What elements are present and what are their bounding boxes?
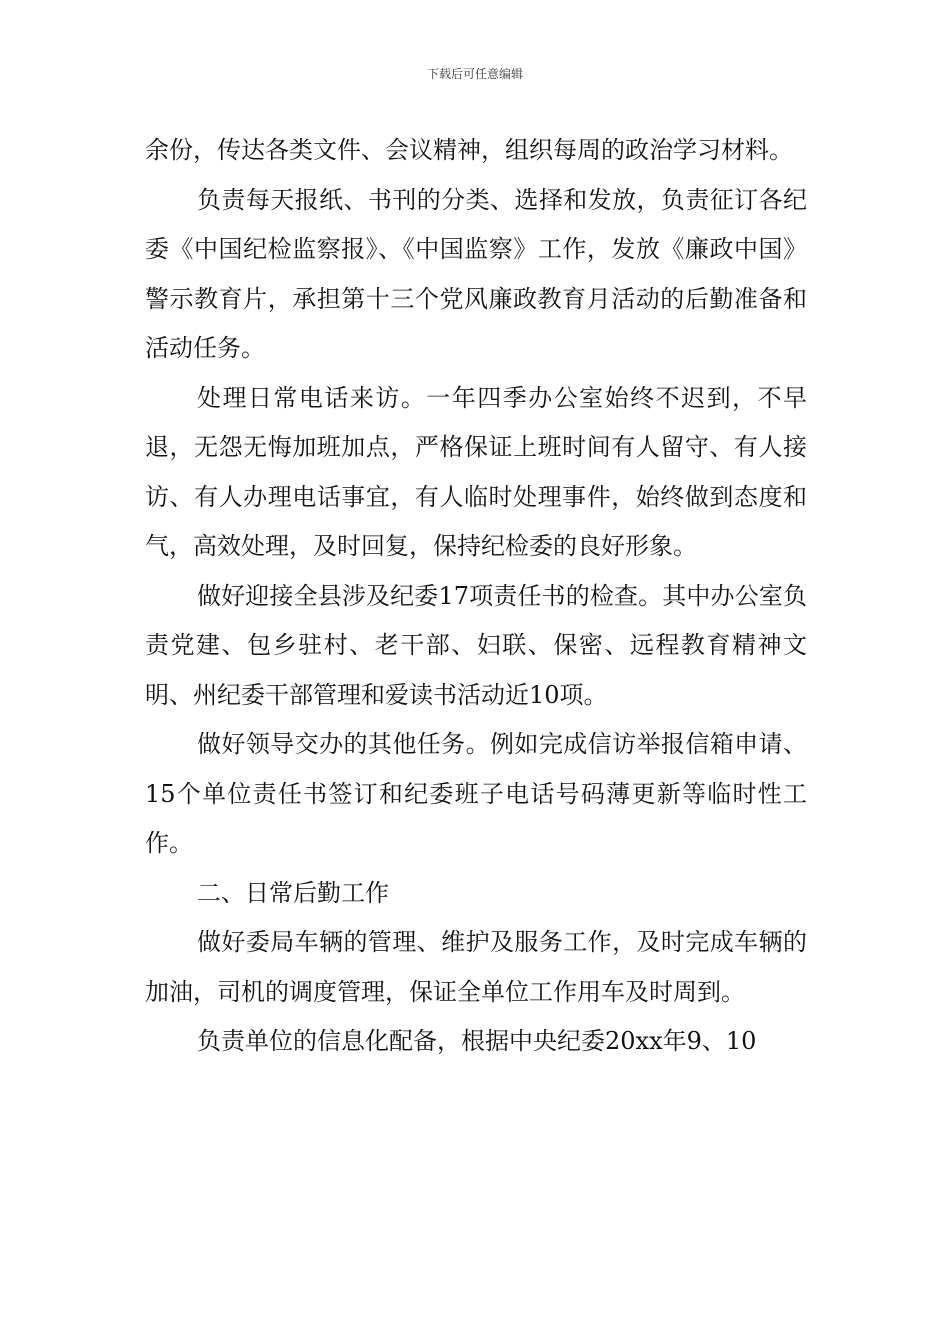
paragraph-continuation: 余份，传达各类文件、会议精神，组织每周的政治学习材料。 bbox=[145, 136, 793, 164]
document-body bbox=[145, 126, 807, 1067]
paragraph-newspaper-distribution: 负责每天报纸、书刊的分类、选择和发放，负责征订各纪委《中国纪检监察报》、《中国监察》工作，发放《廉政中国》警示教育片，承担第十三个党风廉政教育月活动的后勤准备和活动任务。 bbox=[145, 185, 807, 362]
paragraph-phone-visits: 处理日常电话来访。一年四季办公室始终不迟到，不早退，无怨无悔加班加点，严格保证上班时间有人留守、有人接访、有人办理电话事宜，有人临时处理事件，始终做到态度和气，高效处理，及时回复，保持纪检委的良好形象。 bbox=[145, 383, 807, 560]
paragraph-informatization: 负责单位的信息化配备，根据中央纪委20xx年9、10 bbox=[197, 1027, 757, 1055]
paragraph-vehicle-management: 做好委局车辆的管理、维护及服务工作，及时完成车辆的加油，司机的调度管理，保证全单位工作用车及时周到。 bbox=[145, 928, 807, 1006]
page-header-note: 下载后可任意编辑 bbox=[426, 67, 523, 81]
paragraph-responsibility-inspection: 做好迎接全县涉及纪委17项责任书的检查。其中办公室负责党建、包乡驻村、老干部、妇联、保密、远程教育精神文明、州纪委干部管理和爱读书活动近10项。 bbox=[145, 581, 807, 709]
paragraph-other-tasks: 做好领导交办的其他任务。例如完成信访举报信箱申请、15个单位责任书签订和纪委班子电话号码薄更新等临时性工作。 bbox=[145, 730, 807, 857]
section-heading-logistics: 二、日常后勤工作 bbox=[197, 878, 389, 907]
